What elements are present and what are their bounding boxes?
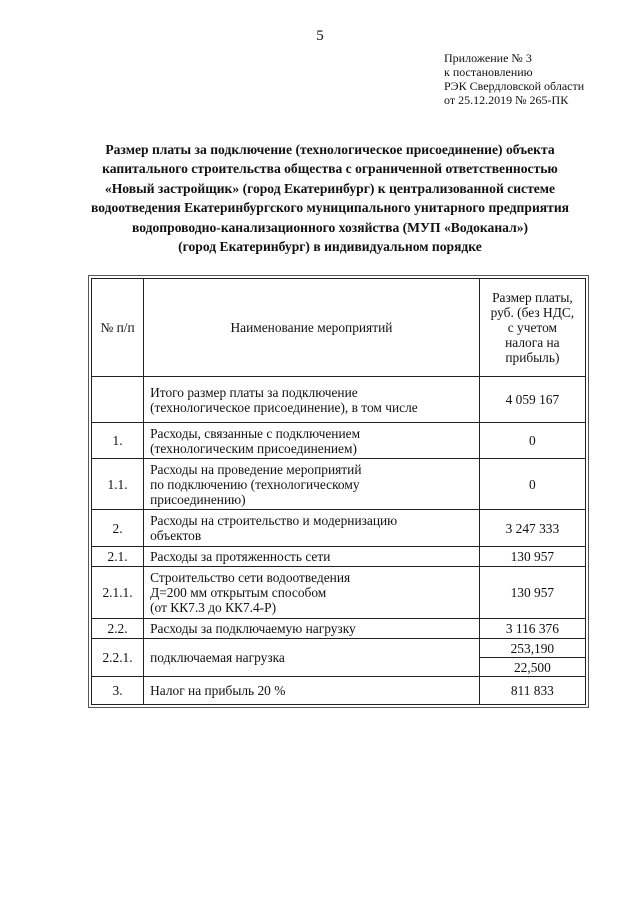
header-number: № п/п (92, 279, 144, 377)
row-name-line: Расходы за протяженность сети (150, 549, 331, 564)
row-name-line: (от КК7.3 до КК7.4-Р) (150, 600, 277, 615)
row-number (92, 377, 144, 423)
page-number: 5 (316, 28, 324, 44)
row-name-line: (технологическим присоединением) (150, 440, 357, 456)
row-name-line: Строительство сети водоотведения (150, 570, 351, 585)
row-name (144, 639, 480, 677)
appendix-line: Приложение № 3 (444, 51, 532, 65)
table-header-row (92, 279, 586, 377)
table-row (92, 547, 586, 567)
appendix-line: к постановлению (444, 65, 533, 79)
title-line: водоотведения Екатеринбургского муниципального унитарного предприятия (90, 200, 570, 216)
document-title (60, 140, 600, 256)
row-name (144, 677, 480, 705)
row-name-line: Расходы, связанные с подключением (150, 425, 361, 441)
row-value: 22,500 (479, 658, 585, 677)
fee-table (91, 278, 586, 705)
table-row (92, 619, 586, 639)
table-row (92, 677, 586, 705)
row-value: 0 (479, 423, 585, 459)
row-name (144, 459, 480, 510)
row-name (144, 619, 480, 639)
table-row (92, 377, 586, 423)
row-value: 3 247 333 (479, 510, 585, 547)
row-name-line: подключаемая нагрузка (150, 650, 285, 665)
row-name-line: (технологическое присоединение), в том числе (150, 399, 418, 415)
table-row (92, 423, 586, 459)
header-value-line: Размер платы, (492, 290, 573, 305)
title-line: Размер платы за подключение (технологическое присоединение) объекта (105, 142, 555, 157)
appendix-line: РЭК Свердловской области (444, 79, 585, 93)
appendix-reference (444, 51, 584, 107)
row-number: 2.1. (92, 547, 144, 567)
title-line: «Новый застройщик» (город Екатеринбург) к централизованной системе (104, 180, 556, 196)
row-number: 2.2. (92, 619, 144, 639)
row-name (144, 377, 480, 423)
row-name (144, 547, 480, 567)
row-number: 2. (92, 510, 144, 547)
row-name (144, 510, 480, 547)
appendix-line: от 25.12.2019 № 265-ПК (444, 93, 569, 107)
table-row (92, 639, 586, 658)
row-number: 2.1.1. (92, 567, 144, 619)
row-name-line: по подключению (технологическому (150, 476, 360, 492)
row-value: 4 059 167 (479, 377, 585, 423)
row-number: 1. (92, 423, 144, 459)
row-value: 253,190 (479, 639, 585, 658)
table-row (92, 459, 586, 510)
table-row (92, 567, 586, 619)
row-value: 130 957 (479, 547, 585, 567)
row-number: 1.1. (92, 459, 144, 510)
row-name-line: Расходы на строительство и модернизацию (150, 513, 398, 528)
row-name-line: присоединению) (150, 491, 246, 507)
row-value: 3 116 376 (479, 619, 585, 639)
row-name-line: Итого размер платы за подключение (150, 384, 358, 400)
row-name-line: Расходы на проведение мероприятий (150, 461, 362, 477)
row-number: 2.2.1. (92, 639, 144, 677)
row-name (144, 567, 480, 619)
title-line: (город Екатеринбург) в индивидуальном порядке (178, 239, 482, 255)
row-number: 3. (92, 677, 144, 705)
row-value: 0 (479, 459, 585, 510)
title-line: капитального строительства общества с ограниченной ответственностью (102, 161, 558, 177)
table-row (92, 510, 586, 547)
header-value-line: с учетом (507, 320, 558, 335)
row-value: 130 957 (479, 567, 585, 619)
header-value-line: прибыль) (505, 350, 560, 365)
row-name-line: Расходы за подключаемую нагрузку (150, 621, 356, 636)
row-name-line: объектов (150, 528, 202, 543)
header-value (479, 279, 585, 377)
row-name (144, 423, 480, 459)
header-value-line: руб. (без НДС, (490, 305, 575, 320)
row-name-line: Налог на прибыль 20 % (150, 683, 286, 698)
header-value-line: налога на (505, 335, 560, 350)
title-line: водопроводно-канализационного хозяйства (МУП «Водоканал») (131, 219, 529, 235)
row-value: 811 833 (479, 677, 585, 705)
header-name: Наименование мероприятий (144, 279, 480, 377)
row-name-line: Д=200 мм открытым способом (150, 585, 327, 600)
